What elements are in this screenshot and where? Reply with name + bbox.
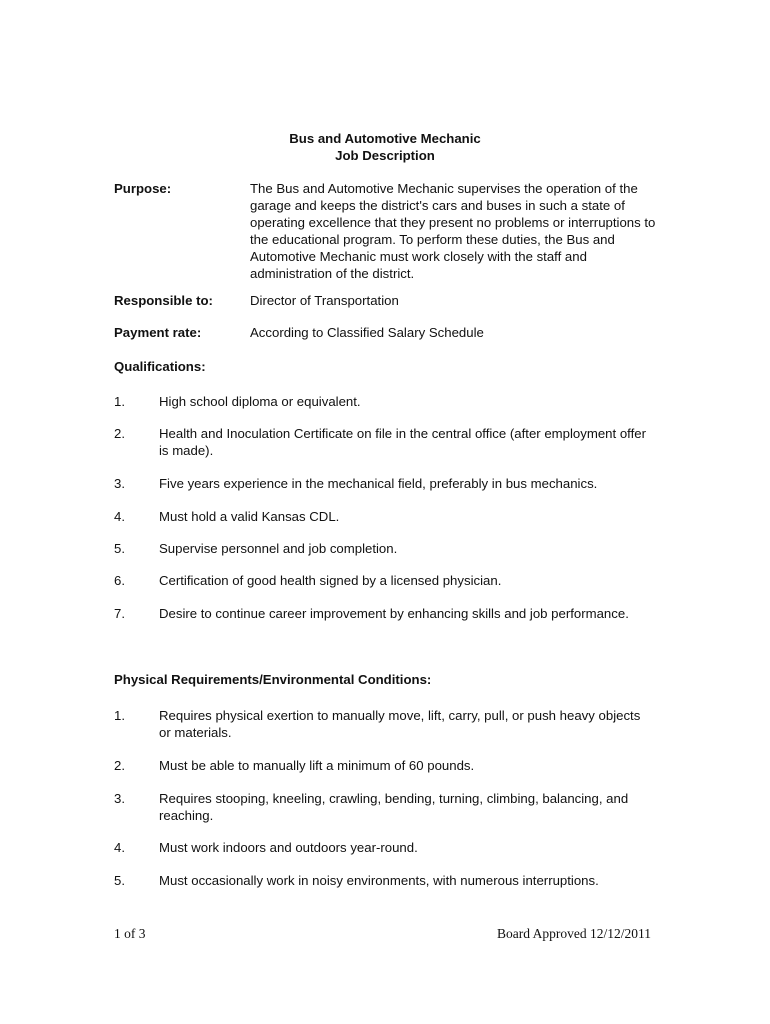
- item-number: 3.: [114, 791, 125, 806]
- item-number: 2.: [114, 758, 125, 773]
- item-number: 1.: [114, 394, 125, 409]
- item-number: 1.: [114, 708, 125, 723]
- board-approval-date: Board Approved 12/12/2011: [497, 926, 651, 941]
- item-number: 5.: [114, 873, 125, 888]
- payment-value: According to Classified Salary Schedule: [250, 325, 484, 340]
- item-text: Requires physical exertion to manually move, lift, carry, pull, or push heavy objects or materials.: [159, 708, 641, 740]
- item-text: Must occasionally work in noisy environments, with numerous interruptions.: [159, 873, 599, 888]
- item-text: Must hold a valid Kansas CDL.: [159, 509, 340, 524]
- item-number: 6.: [114, 573, 125, 588]
- item-text: Must be able to manually lift a minimum of 60 pounds.: [159, 758, 475, 773]
- item-text: Five years experience in the mechanical field, preferably in bus mechanics.: [159, 476, 598, 491]
- document-title: Bus and Automotive Mechanic: [289, 131, 481, 146]
- page-number: 1 of 3: [114, 926, 146, 941]
- payment-label: Payment rate:: [114, 325, 202, 340]
- physical-requirements-heading: Physical Requirements/Environmental Conditions:: [114, 672, 432, 687]
- purpose-value: The Bus and Automotive Mechanic supervises the operation of the garage and keeps the district's cars and buses in such a state of operating excellence that they present no problems or interruptions to the educational program. To perform these duties, the Bus and Automotive Mechanic must work closely with the staff and administration of the district.: [250, 181, 656, 281]
- item-number: 5.: [114, 541, 125, 556]
- item-number: 4.: [114, 840, 125, 855]
- purpose-label: Purpose:: [114, 181, 172, 196]
- qualifications-heading: Qualifications:: [114, 359, 206, 374]
- item-number: 7.: [114, 606, 125, 621]
- item-number: 2.: [114, 426, 125, 441]
- responsible-label: Responsible to:: [114, 293, 213, 308]
- item-text: Must work indoors and outdoors year-round.: [159, 840, 418, 855]
- item-text: Requires stooping, kneeling, crawling, bending, turning, climbing, balancing, and reaching.: [159, 791, 629, 823]
- item-text: High school diploma or equivalent.: [159, 394, 361, 409]
- item-text: Health and Inoculation Certificate on file in the central office (after employment offer is made).: [159, 426, 646, 458]
- item-number: 4.: [114, 509, 125, 524]
- item-text: Desire to continue career improvement by enhancing skills and job performance.: [159, 606, 629, 621]
- item-text: Supervise personnel and job completion.: [159, 541, 398, 556]
- item-text: Certification of good health signed by a licensed physician.: [159, 573, 502, 588]
- responsible-value: Director of Transportation: [250, 293, 399, 308]
- item-number: 3.: [114, 476, 125, 491]
- document-subtitle: Job Description: [335, 148, 435, 163]
